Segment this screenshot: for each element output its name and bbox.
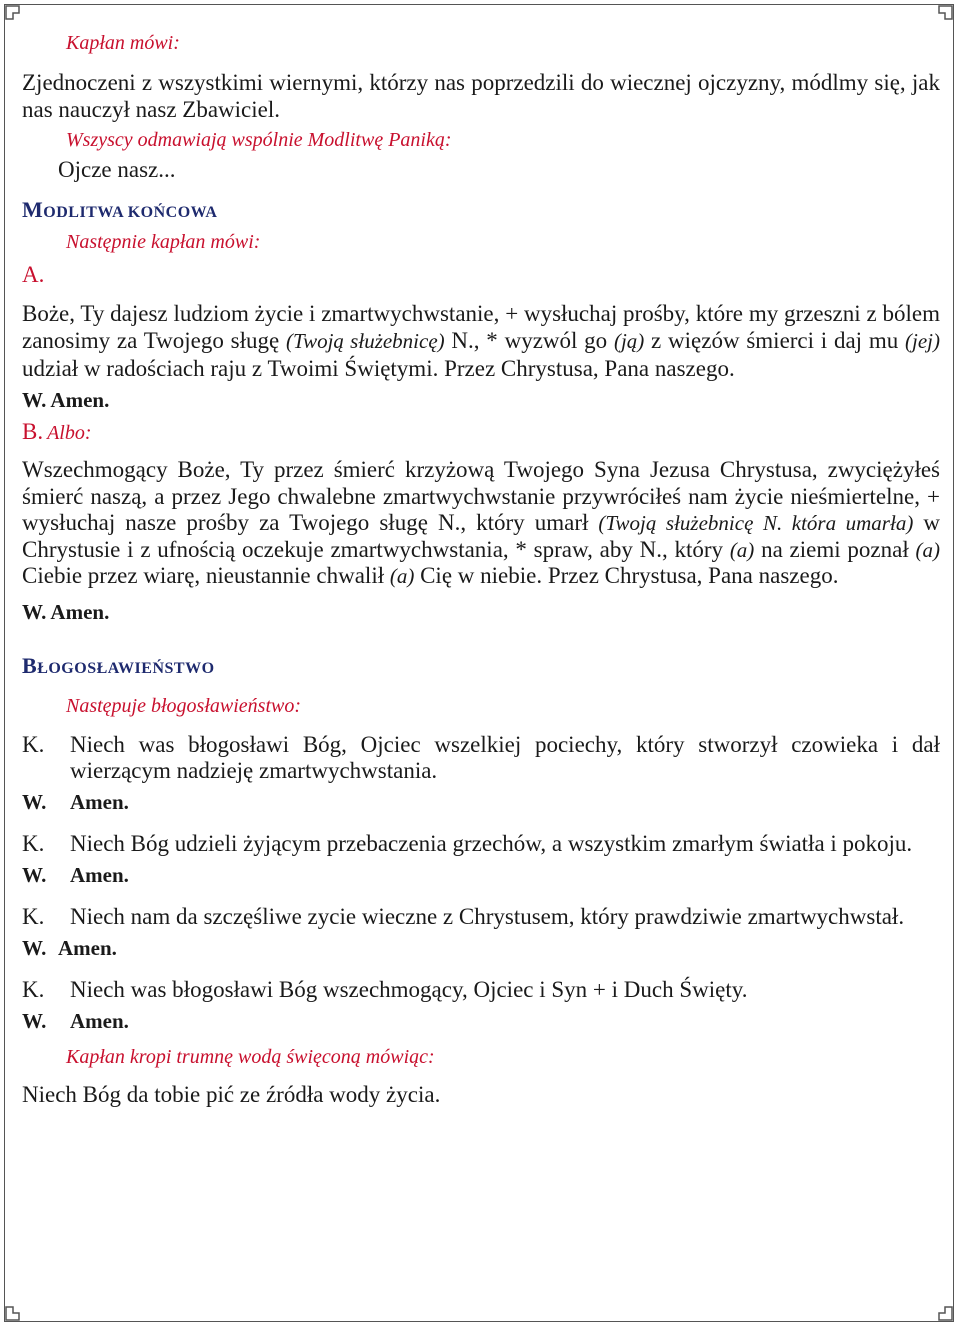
heading-blessing	[22, 653, 940, 679]
blessing-text: Niech nam da szczęśliwe zycie wieczne z Chrystusem, który prawdziwie zmartwychwstał.	[70, 903, 905, 929]
page-content	[22, 26, 940, 1108]
blessing-response	[22, 936, 940, 961]
w-label: W.	[22, 1008, 47, 1033]
amen-text: Amen.	[70, 789, 129, 814]
prayer-b-part: Wszechmogący Boże, Ty przez śmierć krzyżową Twojego Syna Jezusa Chrystusa, zwyciężyłeś śmierć naszą, a przez Jego chwalebne zmartwychwstanie przywróciłeś nam życie nieśmiertelne, + wysłuchaj nasze prośby za Twojego sługę N., który umarł	[22, 457, 940, 535]
heading-initial: M	[22, 197, 44, 222]
blessing-invocation	[22, 831, 940, 857]
blessing-invocation	[22, 732, 940, 784]
rubric-all-pray: Wszyscy odmawiają wspólnie Modlitwę Paniką:	[66, 129, 452, 151]
prayer-a-part: Boże, Ty dajesz ludziom życie i zmartwychwstanie, + wysłuchaj prośby, które my grzeszni z bólem zanosimy za Twojego sługę	[22, 301, 940, 353]
prayer-b-italic: (a)	[729, 537, 755, 562]
blessing-item	[22, 732, 940, 815]
blessing-text: Niech was błogosławi Bóg, Ojciec wszelkiej pociechy, który stworzył czowieka i dał wierzącym nadzieję zmartwychwstania.	[70, 731, 940, 783]
prayer-b-italic: (a)	[389, 564, 415, 588]
k-label: K.	[22, 830, 45, 856]
prayer-a-part: udział w radościach raju z Twoimi Świętymi. Przez Chrystusa, Pana naszego.	[22, 356, 735, 381]
invitation-text: Zjednoczeni z wszystkimi wiernymi, którzy nas poprzedzili do wiecznej ojczyzny, módlmy się, jak nas nauczył nasz Zbawiciel.	[22, 70, 940, 122]
prayer-a-italic: (Twoją służebnicę)	[285, 329, 445, 353]
rubric-or: Albo:	[47, 422, 92, 444]
blessing-text: Niech was błogosławi Bóg wszechmogący, Ojciec i Syn + i Duch Święty.	[70, 976, 748, 1002]
final-blessing-text: Niech Bóg da tobie pić ze źródła wody życia.	[22, 1081, 441, 1107]
amen-text: Amen.	[58, 935, 117, 960]
rubric-priest-speaks: Kapłan mówi:	[66, 32, 180, 54]
prayer-b-part: na ziemi poznał	[754, 536, 916, 562]
prayer-b-italic: (Twoją służebnicę N. która umarła)	[598, 511, 914, 535]
amen-text: Amen.	[70, 1008, 129, 1033]
blessing-item	[22, 904, 940, 961]
heading-rest: ŁOGOSŁAWIEŃSTWO	[37, 659, 215, 677]
prayer-b-italic: (a)	[915, 537, 940, 562]
option-b-label: B.	[22, 419, 44, 444]
prayer-a-italic: (jej)	[905, 329, 940, 353]
response-amen: W. Amen.	[22, 388, 110, 412]
heading-closing-prayer	[22, 197, 940, 223]
corner-ornament-icon	[5, 1297, 29, 1321]
blessing-text: Niech Bóg udzieli żyjącym przebaczenia grzechów, a wszystkim zmarłym światła i pokoju.	[70, 830, 913, 856]
k-label: K.	[22, 731, 45, 757]
prayer-a-part: z więzów śmierci i daj mu	[644, 328, 906, 353]
response-amen: W. Amen.	[22, 599, 110, 624]
prayer-a-italic: (ją)	[613, 329, 645, 353]
k-label: K.	[22, 976, 45, 1002]
w-label: W.	[22, 935, 47, 960]
blessing-response	[22, 1009, 940, 1034]
heading-rest: ODLITWA KOŃCOWA	[43, 204, 218, 221]
option-b-line	[22, 419, 940, 445]
k-label: K.	[22, 903, 45, 929]
prayer-a-part: N., * wyzwól go	[444, 328, 614, 353]
amen-text: Amen.	[70, 862, 129, 887]
blessing-invocation	[22, 977, 940, 1003]
w-label: W.	[22, 789, 47, 814]
blessing-item	[22, 831, 940, 888]
blessing-response	[22, 790, 940, 815]
prayer-b-text	[22, 457, 940, 590]
rubric-then-priest: Następnie kapłan mówi:	[66, 231, 261, 253]
prayer-b-part: Ciebie przez wiarę, nieustannie chwalił	[22, 563, 390, 588]
corner-ornament-icon	[929, 1297, 953, 1321]
prayer-b-part: w Chrystusie i z ufnością oczekuje zmartwychwstania, * spraw, aby N., który	[22, 510, 940, 562]
heading-initial: B	[22, 652, 38, 678]
prayer-b-part: Cię w niebie. Przez Chrystusa, Pana naszego.	[414, 563, 839, 588]
blessing-item	[22, 977, 940, 1034]
prayer-a-text	[22, 300, 940, 382]
blessing-invocation	[22, 904, 940, 930]
option-a-label: A.	[22, 262, 45, 287]
blessing-response	[22, 863, 940, 888]
rubric-sprinkling: Kapłan kropi trumnę wodą święconą mówiąc:	[66, 1045, 435, 1068]
w-label: W.	[22, 862, 47, 887]
rubric-blessing-follows: Następuje błogosławieństwo:	[66, 694, 301, 717]
our-father-text: Ojcze nasz...	[58, 157, 176, 182]
